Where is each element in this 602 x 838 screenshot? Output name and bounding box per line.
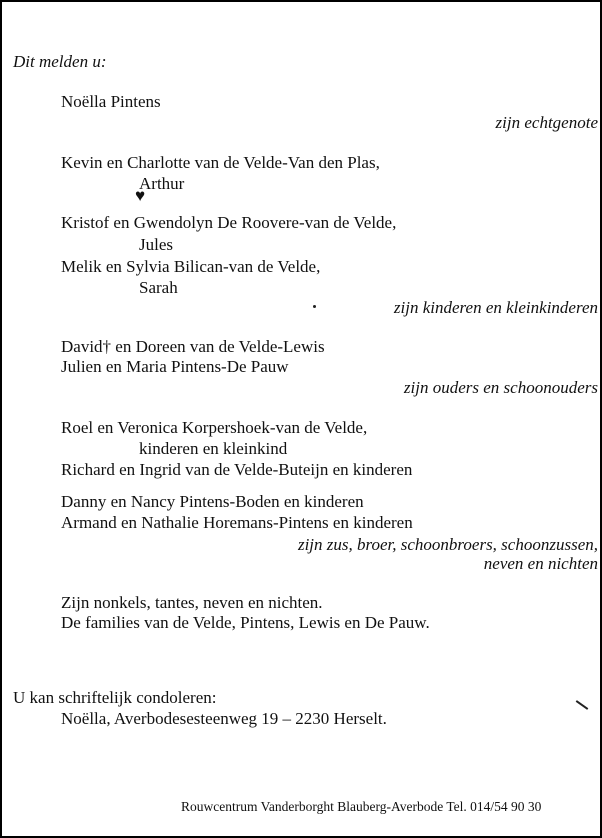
spouse-role: zijn echtgenote [495, 113, 598, 132]
footer-funeral-home: Rouwcentrum Vanderborght Blauberg-Averbode Tel. 014/54 90 30 [181, 799, 542, 814]
grandchild-sarah: Sarah [139, 278, 178, 297]
sibling-line-1: Roel en Veronica Korpershoek-van de Velde, [61, 418, 368, 437]
sibling-line-3: Danny en Nancy Pintens-Boden en kinderen [61, 492, 364, 511]
siblings-role-1: zijn zus, broer, schoonbroers, schoonzussen, [297, 535, 598, 554]
parents-role: zijn ouders en schoonouders [403, 378, 598, 397]
child-family-1: Kevin en Charlotte van de Velde-Van den Plas, [61, 153, 380, 172]
siblings-role-2: neven en nichten [483, 554, 598, 573]
sibling-line-1-sub: kinderen en kleinkind [139, 439, 288, 458]
child-family-2: Kristof en Gwendolyn De Roovere-van de Velde, [61, 213, 397, 232]
speck-dot [313, 305, 316, 308]
grandchild-jules: Jules [139, 235, 173, 254]
heart-icon: ♥ [135, 186, 146, 205]
heading: Dit melden u: [13, 52, 107, 71]
parents-line-2: Julien en Maria Pintens-De Pauw [61, 357, 289, 376]
child-family-3: Melik en Sylvia Bilican-van de Velde, [61, 257, 321, 276]
sibling-line-2: Richard en Ingrid van de Velde-Buteijn en kinderen [61, 460, 413, 479]
spouse-name: Noëlla Pintens [61, 92, 161, 111]
condolence-intro: U kan schriftelijk condoleren: [13, 688, 217, 707]
grandchild-arthur: Arthur [139, 174, 185, 193]
children-role: zijn kinderen en kleinkinderen [393, 298, 598, 317]
parents-line-1: David† en Doreen van de Velde-Lewis [61, 337, 325, 356]
condolence-address: Noëlla, Averbodesesteenweg 19 – 2230 Herselt. [61, 709, 387, 728]
sibling-line-4: Armand en Nathalie Horemans-Pintens en kinderen [61, 513, 413, 532]
relatives-line-1: Zijn nonkels, tantes, neven en nichten. [61, 593, 323, 612]
relatives-line-2: De families van de Velde, Pintens, Lewis en De Pauw. [61, 613, 430, 632]
